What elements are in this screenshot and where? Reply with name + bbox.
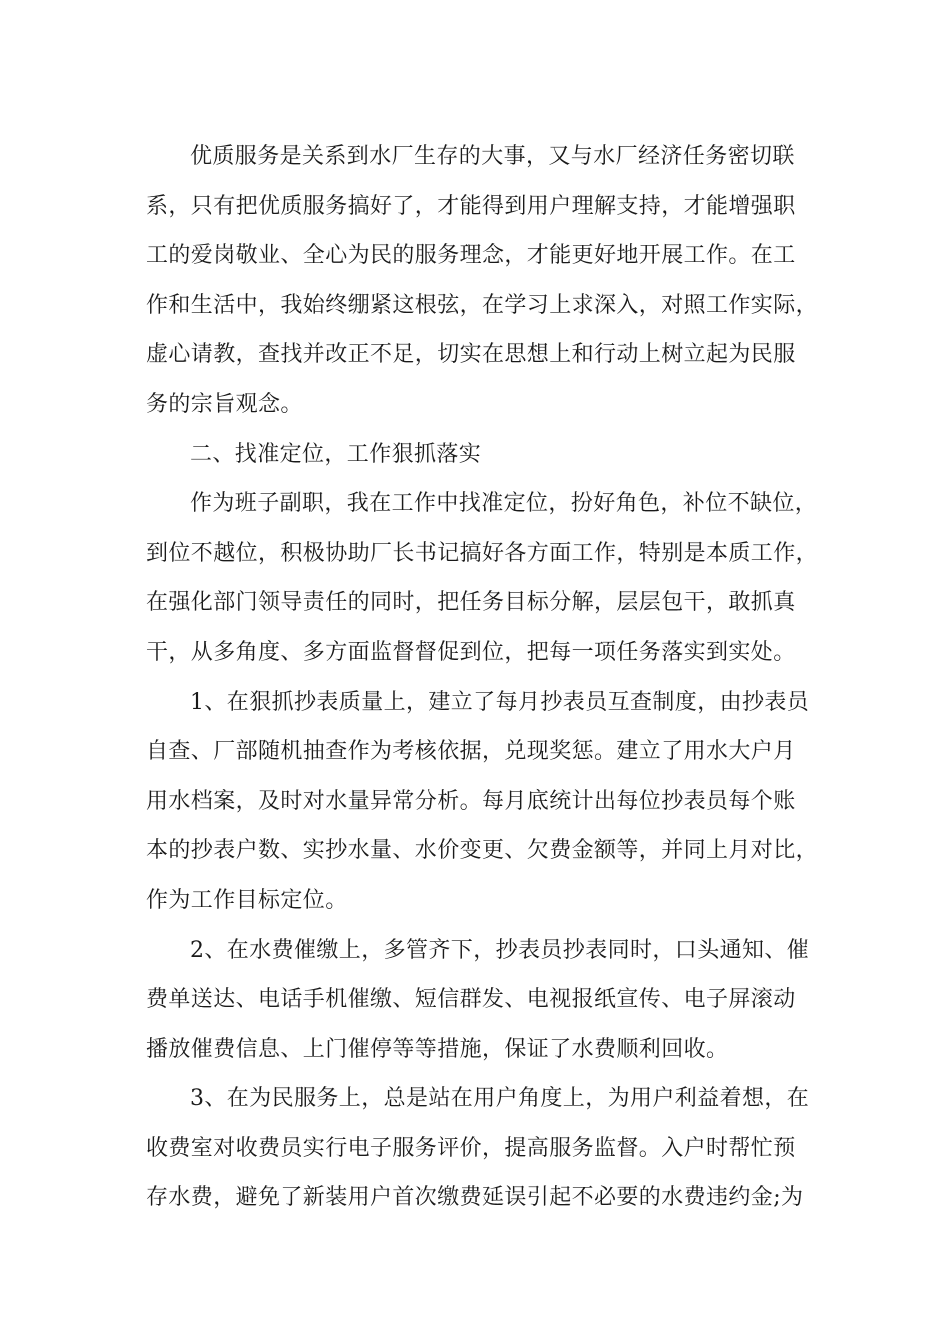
text-line: 系，只有把优质服务搞好了，才能得到用户理解支持，才能增强职 (146, 193, 796, 219)
text-line: 工的爱岗敬业、全心为民的服务理念，才能更好地开展工作。在工 (146, 243, 796, 269)
document-body (146, 132, 819, 1223)
text-line: 优质服务是关系到水厂生存的大事，又与水厂经济任务密切联 (190, 144, 795, 169)
section-heading: 二、找准定位，工作狠抓落实 (190, 441, 482, 467)
text-line: 作为工作目标定位。 (146, 887, 348, 913)
text-line: 虚心请教，查找并改正不足，切实在思想上和行动上树立起为民服 (146, 342, 796, 368)
text-line: 干，从多角度、多方面监督督促到位，把每一项任务落实到实处。 (146, 639, 796, 665)
text-line: 费单送达、电话手机催缴、短信群发、电视报纸宣传、电子屏滚动 (146, 987, 796, 1013)
text-line: 务的宗旨观念。 (146, 391, 303, 417)
text-line: 作和生活中，我始终绷紧这根弦，在学习上求深入，对照工作实际， (146, 292, 819, 318)
text-line: 播放催费信息、上门催停等等措施，保证了水费顺利回收。 (146, 1036, 729, 1062)
text-line: 在强化部门领导责任的同时，把任务目标分解，层层包干，敢抓真 (146, 590, 796, 616)
text-line: 到位不越位，积极协助厂长书记搞好各方面工作，特别是本质工作， (146, 540, 819, 566)
text-line: 2、在水费催缴上，多管齐下，抄表员抄表同时，口头通知、催 (190, 937, 810, 963)
text-line: 收费室对收费员实行电子服务评价，提高服务监督。入户时帮忙预 (146, 1135, 796, 1161)
text-line: 3、在为民服务上，总是站在用户角度上，为用户利益着想，在 (190, 1086, 810, 1112)
text-line: 1、在狠抓抄表质量上，建立了每月抄表员互查制度，由抄表员 (190, 689, 810, 715)
text-line: 本的抄表户数、实抄水量、水价变更、欠费金额等，并同上月对比， (146, 838, 819, 864)
text-line: 自查、厂部随机抽查作为考核依据，兑现奖惩。建立了用水大户月 (146, 739, 796, 765)
text-line: 存水费，避免了新装用户首次缴费延误引起不必要的水费违约金;为 (146, 1185, 804, 1211)
text-line: 用水档案，及时对水量异常分析。每月底统计出每位抄表员每个账 (146, 788, 796, 814)
text-line: 作为班子副职，我在工作中找准定位，扮好角色，补位不缺位， (190, 491, 818, 517)
